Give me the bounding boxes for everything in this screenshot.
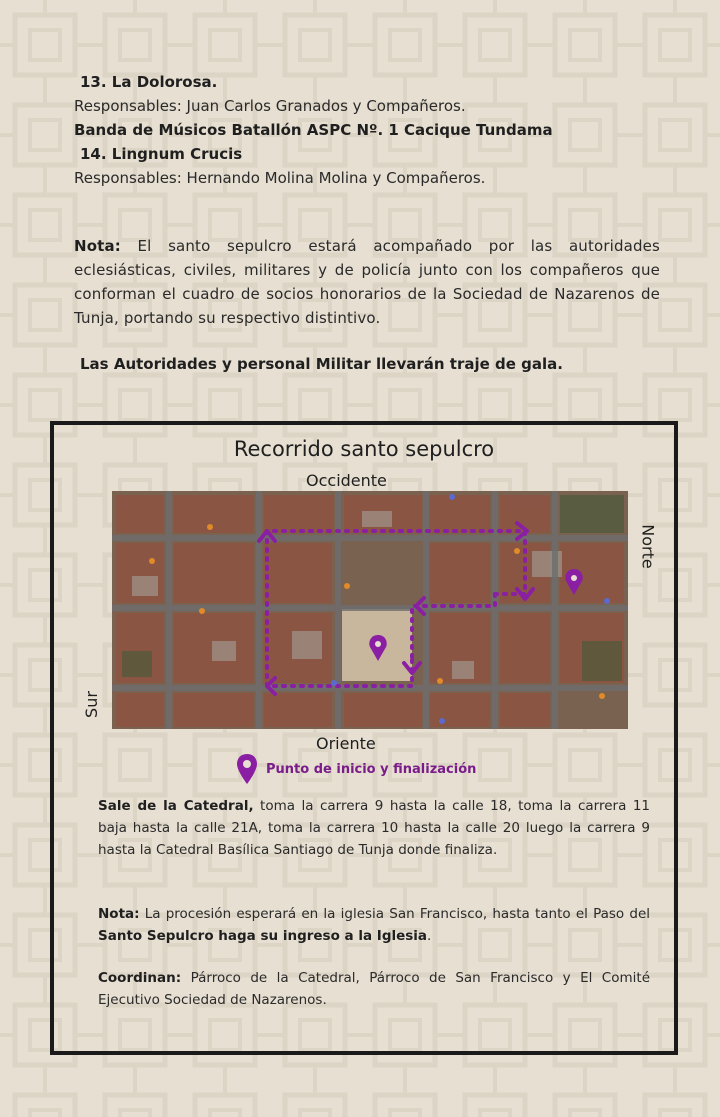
procession-note-label: Nota: bbox=[98, 906, 140, 922]
procession-note bbox=[98, 903, 650, 947]
procession-note-text-2: . bbox=[427, 928, 432, 944]
gala-note: Las Autoridades y personal Militar llevarán traje de gala. bbox=[80, 355, 563, 373]
route-title: Recorrido santo sepulcro bbox=[233, 437, 495, 461]
procession-note-text-1: La procesión esperará en la iglesia San Francisco, hasta tanto el Paso del bbox=[139, 906, 650, 922]
coordination-note bbox=[98, 967, 650, 1011]
item-13-title: 13. La Dolorosa. bbox=[80, 73, 218, 91]
legend-label: Punto de inicio y finalización bbox=[266, 761, 477, 777]
coordination-label: Coordinan: bbox=[98, 970, 182, 986]
nota-text: El santo sepulcro estará acompañado por las autoridades eclesiásticas, civiles, militares y de policía junto con los compañeros que conforman el cuadro de socios honorarios de la Sociedad de Nazarenos de Tunja, portando su respectivo distintivo. bbox=[74, 237, 660, 327]
direction-west: Occidente bbox=[306, 471, 387, 490]
route-box bbox=[50, 421, 678, 1055]
nota-paragraph bbox=[74, 234, 660, 330]
procession-note-bold: Santo Sepulcro haga su ingreso a la Iglesia bbox=[98, 928, 428, 944]
coordination-text: Párroco de la Catedral, Párroco de San Francisco y El Comité Ejecutivo Sociedad de Nazarenos. bbox=[98, 970, 650, 1008]
nota-label: Nota: bbox=[74, 237, 121, 255]
route-description-bold: Sale de la Catedral, bbox=[98, 798, 254, 814]
route-map bbox=[112, 491, 628, 729]
satellite-map bbox=[112, 491, 628, 729]
direction-east: Oriente bbox=[316, 734, 376, 753]
item-14-responsables: Responsables: Hernando Molina Molina y Compañeros. bbox=[74, 169, 486, 187]
item-13-responsables: Responsables: Juan Carlos Granados y Compañeros. bbox=[74, 97, 466, 115]
direction-south: Sur bbox=[81, 691, 101, 718]
banda-musicos: Banda de Músicos Batallón ASPC Nº. 1 Cacique Tundama bbox=[74, 121, 553, 139]
route-description bbox=[98, 795, 650, 861]
item-14-title: 14. Lingnum Crucis bbox=[80, 145, 243, 163]
map-legend bbox=[236, 753, 476, 785]
direction-north: Norte bbox=[638, 524, 658, 569]
route-description-text: toma la carrera 9 hasta la calle 18, toma la carrera 11 baja hasta la calle 21A, toma la carrera 10 hasta la calle 20 luego la carrera 9 hasta la Catedral Basílica Santiago de Tunja donde finaliza. bbox=[98, 798, 650, 858]
location-pin-icon bbox=[236, 753, 258, 785]
